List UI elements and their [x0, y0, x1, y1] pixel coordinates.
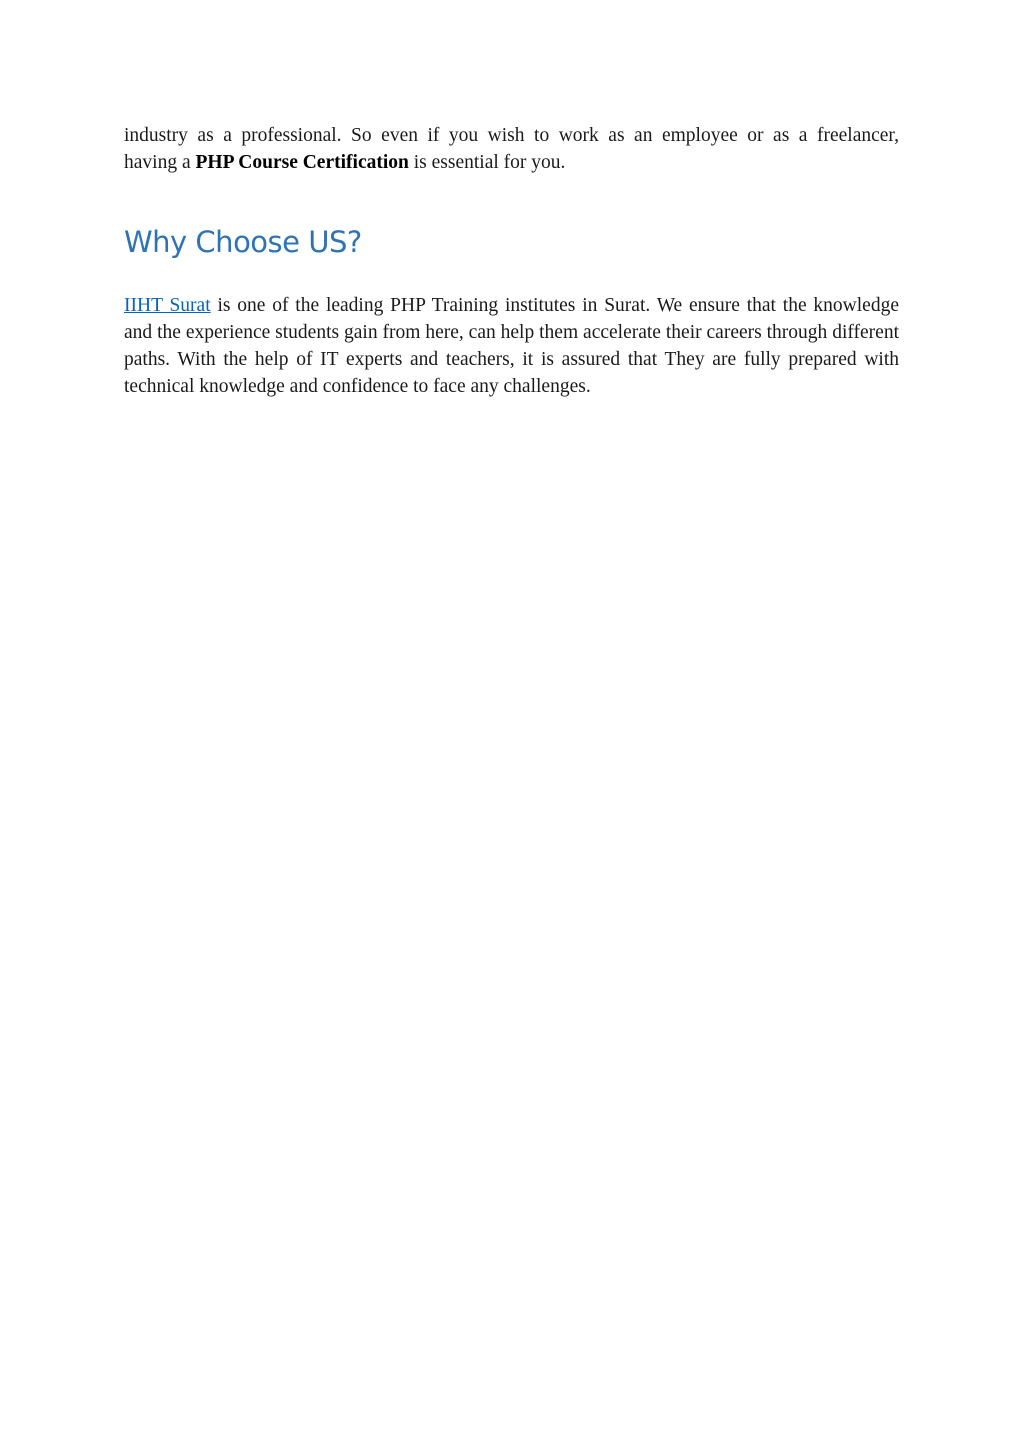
why-choose-text: is one of the leading PHP Training institutes in Surat. We ensure that the knowledge and the experience students gain from here, can help them accelerate their careers through different paths. With the help of IT experts and teachers, it is assured that They are fully prepared with technical knowledge and confidence to face any challenges.: [124, 295, 899, 397]
why-choose-paragraph: [124, 292, 899, 400]
intro-line-2-end: is essential for you.: [408, 152, 566, 173]
page-content: [124, 122, 899, 397]
intro-line-2-start: having a: [124, 152, 196, 173]
certification-bold-text: PHP Course Certification: [195, 152, 409, 173]
section-heading: Why Choose US?: [124, 225, 362, 259]
intro-paragraph: [124, 122, 899, 176]
iiht-surat-link[interactable]: IIHT Surat: [124, 295, 211, 316]
intro-line-1: industry as a professional. So even if you wish to work as an employee or as a freelancer,: [124, 125, 899, 146]
